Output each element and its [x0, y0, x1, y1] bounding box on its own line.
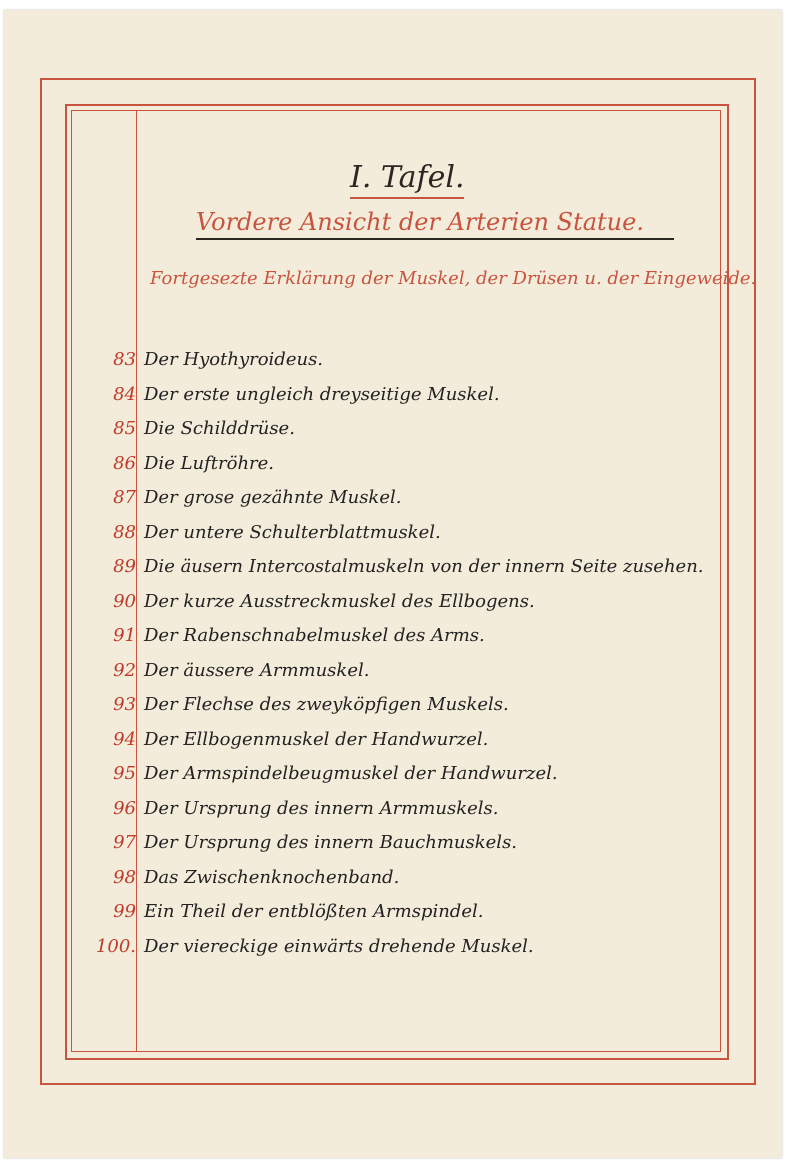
list-item	[90, 480, 401, 514]
entry-number: 85	[113, 417, 136, 439]
entry-text: Der Rabenschnabelmuskel des Arms.	[144, 624, 485, 646]
entry-text: Der Ursprung des innern Bauchmuskels.	[144, 831, 518, 853]
entry-number: 91	[113, 624, 136, 646]
list-item	[90, 549, 704, 583]
entry-text: Die äusern Intercostalmuskeln von der innern Seite zusehen.	[144, 555, 704, 577]
list-item	[90, 722, 488, 756]
entry-text: Ein Theil der entblößten Armspindel.	[144, 900, 484, 922]
entry-number: 92	[113, 659, 136, 681]
page-title: I. Tafel.	[350, 160, 464, 199]
entry-text: Der viereckige einwärts drehende Muskel.	[144, 935, 534, 957]
entry-number: 86	[113, 452, 136, 474]
entry-text: Der Ellbogenmuskel der Handwurzel.	[144, 728, 489, 750]
page-description: Fortgesezte Erklärung der Muskel, der Drüsen u. der Eingeweide.	[150, 268, 757, 289]
list-item	[90, 860, 399, 894]
entry-number: 96	[113, 797, 136, 819]
list-item	[90, 584, 535, 618]
entry-number: 93	[113, 693, 136, 715]
entry-number: 100.	[95, 935, 136, 957]
entry-text: Der äussere Armmuskel.	[144, 659, 370, 681]
list-item	[90, 446, 274, 480]
list-item	[90, 825, 517, 859]
entry-text: Die Luftröhre.	[144, 452, 275, 474]
list-item	[90, 377, 500, 411]
entry-number: 98	[113, 866, 136, 888]
list-item	[90, 653, 369, 687]
entry-text: Der erste ungleich dreyseitige Muskel.	[144, 383, 500, 405]
entry-text: Der Ursprung des innern Armmuskels.	[144, 797, 499, 819]
entry-number: 87	[113, 486, 136, 508]
list-item	[90, 342, 323, 376]
entry-text: Der untere Schulterblattmuskel.	[144, 521, 441, 543]
list-item	[90, 687, 509, 721]
entry-number: 94	[113, 728, 136, 750]
page-subtitle: Vordere Ansicht der Arterien Statue.	[196, 208, 674, 240]
entry-number: 83	[113, 348, 136, 370]
entry-text: Der Armspindelbeugmuskel der Handwurzel.	[144, 762, 558, 784]
entry-text: Das Zwischenknochenband.	[144, 866, 400, 888]
entry-text: Der grose gezähnte Muskel.	[144, 486, 402, 508]
entry-number: 90	[113, 590, 136, 612]
list-item	[90, 894, 483, 928]
entry-number: 84	[113, 383, 136, 405]
entry-text: Der Hyothyroideus.	[144, 348, 324, 370]
entry-number: 99	[113, 900, 136, 922]
entry-number: 89	[113, 555, 136, 577]
entry-text: Der Flechse des zweyköpfigen Muskels.	[144, 693, 509, 715]
entry-text: Die Schilddrüse.	[144, 417, 295, 439]
list-item	[90, 618, 485, 652]
entry-number: 97	[113, 831, 136, 853]
entry-text: Der kurze Ausstreckmuskel des Ellbogens.	[144, 590, 535, 612]
entry-number: 88	[113, 521, 136, 543]
list-item	[90, 756, 558, 790]
list-item	[90, 791, 498, 825]
list-item	[90, 515, 441, 549]
list-item	[90, 411, 295, 445]
list-item	[90, 929, 534, 963]
entry-number: 95	[113, 762, 136, 784]
